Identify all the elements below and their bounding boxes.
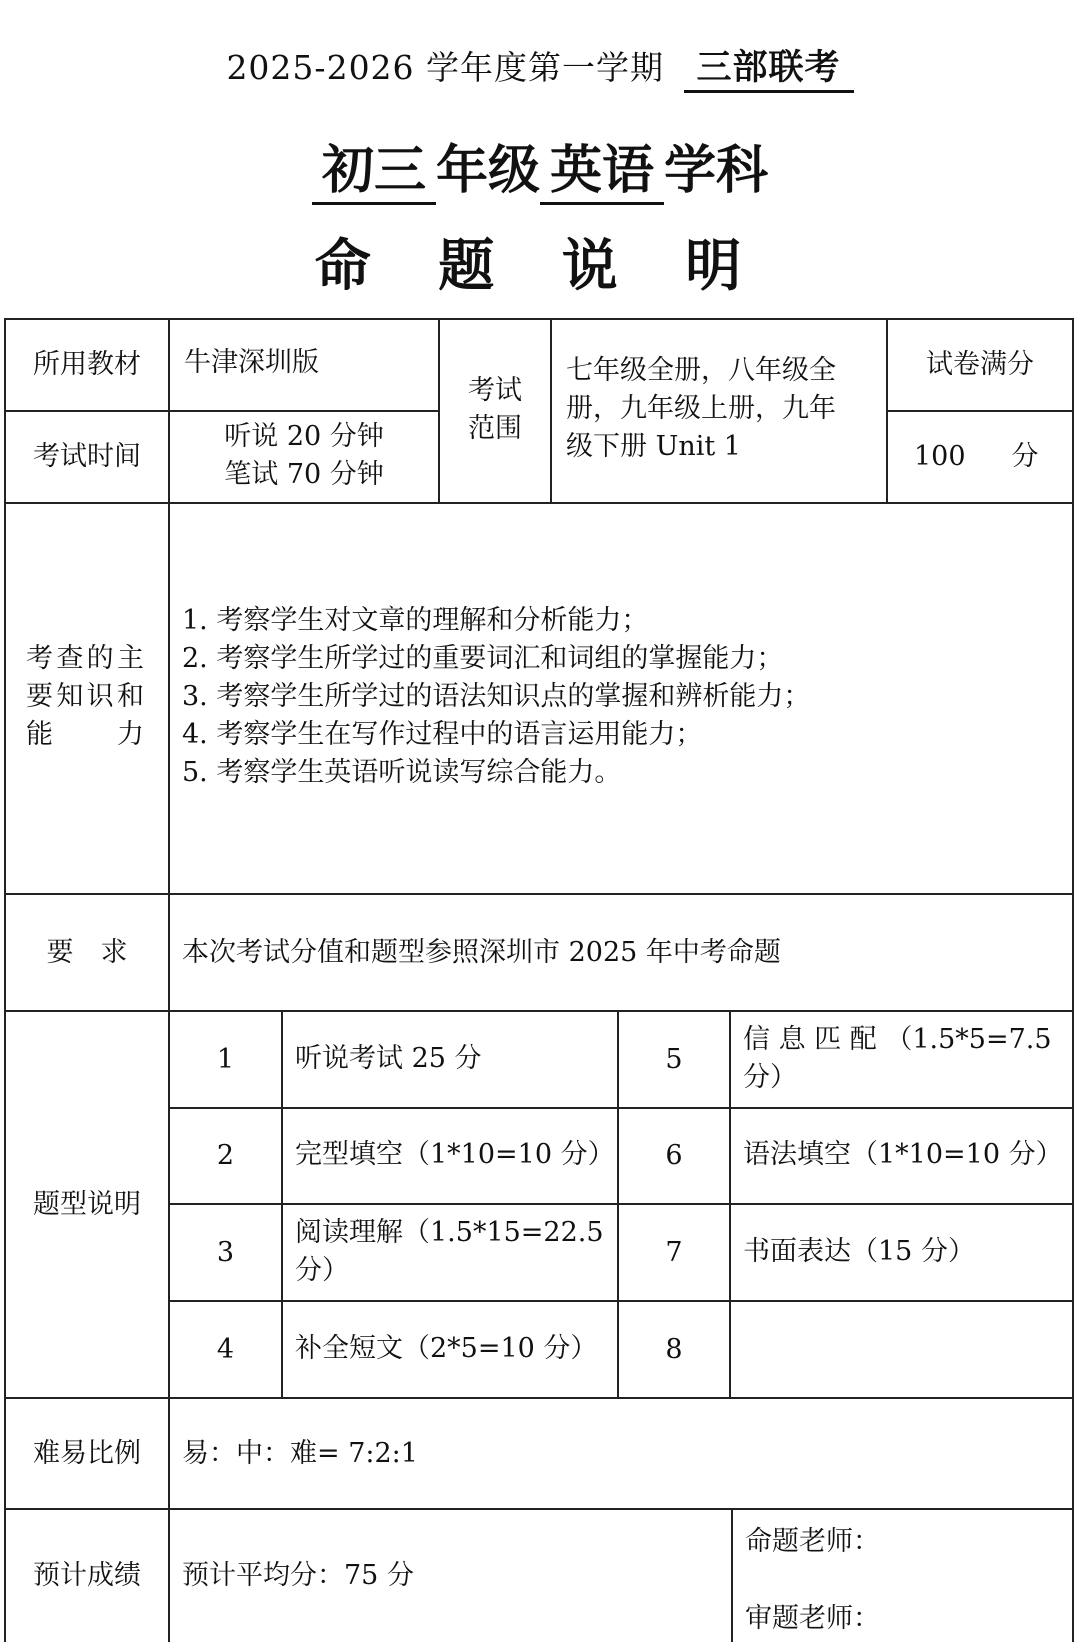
document-title: 命 题 说 明 <box>314 233 766 299</box>
expected-label: 预计成绩 <box>33 1560 141 1591</box>
subject-suffix: 学科 <box>664 140 769 201</box>
textbook-value: 牛津深圳版 <box>184 347 319 378</box>
textbook-label: 所用教材 <box>33 349 141 380</box>
question-type-text: 完型填空（1*10=10 分） <box>295 1139 615 1170</box>
knowledge-label <box>26 640 144 754</box>
question-types-label-cell <box>6 1012 168 1397</box>
question-types-label: 题型说明 <box>33 1188 141 1220</box>
knowledge-list <box>182 602 1062 792</box>
knowledge-item: 5. 考察学生英语听说读写综合能力。 <box>182 757 622 788</box>
time-label: 考试时间 <box>33 441 141 472</box>
setter-label: 命题老师： <box>745 1526 880 1557</box>
difficulty-value-cell <box>182 1399 1062 1508</box>
scope-label-1: 考试 <box>468 375 522 406</box>
grade-subject-line <box>0 128 1080 205</box>
time-value-cell <box>170 418 438 494</box>
joint-exam-tag: 三部联考 <box>684 46 854 93</box>
table-border-right <box>1072 318 1074 1642</box>
exam-session-line <box>0 42 1080 93</box>
question-type-text: 语法填空（1*10=10 分） <box>743 1139 1063 1170</box>
question-number: 4 <box>216 1333 235 1365</box>
requirement-value: 本次考试分值和题型参照深圳市 2025 年中考命题 <box>182 936 781 968</box>
col-line <box>731 1508 733 1642</box>
knowledge-item: 1. 考察学生对文章的理解和分析能力； <box>182 605 649 636</box>
question-type-text: 补全短文（2*5=10 分） <box>295 1333 598 1364</box>
question-type <box>743 1233 1069 1271</box>
question-type-text: 阅读理解（1.5*15=22.5 <box>295 1217 604 1248</box>
question-number: 6 <box>665 1140 683 1171</box>
row-line <box>4 502 1074 504</box>
requirement-label-cell <box>6 895 168 1010</box>
question-number: 2 <box>216 1140 235 1171</box>
time-written: 笔试 70 分钟 <box>224 459 384 490</box>
question-type-text: 书面表达（15 分） <box>743 1236 975 1267</box>
grade-value: 初三 <box>312 140 436 205</box>
full-score-label-cell <box>888 320 1072 410</box>
question-type-text-cont: 分） <box>743 1062 797 1093</box>
full-score-unit: 分 <box>1011 441 1039 472</box>
requirement-label: 要 求 <box>46 936 128 968</box>
scope-line-2: 册，九年级上册，九年 <box>566 393 836 424</box>
question-number: 3 <box>216 1236 235 1268</box>
grade-suffix: 年级 <box>435 140 540 201</box>
question-number: 1 <box>216 1043 235 1075</box>
question-type <box>295 1330 613 1368</box>
question-number: 7 <box>665 1236 683 1268</box>
col-line <box>729 1010 731 1399</box>
scope-line-1: 七年级全册，八年级全 <box>566 355 836 386</box>
question-type <box>295 1040 613 1078</box>
scope-label-cell <box>440 372 550 448</box>
knowledge-label-2: 要知识和 <box>26 681 144 712</box>
requirement-value-cell <box>182 895 1062 1010</box>
scope-label-2: 范围 <box>468 413 522 444</box>
session-text: 2025-2026 学年度第一学期 <box>226 48 665 87</box>
expected-value: 预计平均分：75 分 <box>182 1560 414 1591</box>
expected-value-cell <box>182 1510 722 1642</box>
knowledge-label-3: 能 力 <box>26 719 144 750</box>
question-type <box>743 1136 1071 1174</box>
knowledge-item: 2. 考察学生所学过的重要词汇和词组的掌握能力； <box>182 643 784 674</box>
scope-line-3: 级下册 Unit 1 <box>566 431 741 462</box>
difficulty-label-cell <box>6 1399 168 1508</box>
expected-label-cell <box>6 1510 168 1642</box>
question-type-text-cont: 分） <box>295 1255 349 1286</box>
textbook-label-cell <box>6 320 168 410</box>
subject-value: 英语 <box>540 140 664 205</box>
col-line <box>281 1010 283 1399</box>
question-type <box>295 1136 615 1174</box>
reviewer-label: 审题老师： <box>745 1603 880 1634</box>
difficulty-label: 难易比例 <box>33 1437 141 1469</box>
question-number: 8 <box>665 1333 683 1365</box>
scope-value-cell <box>566 352 884 466</box>
question-type-text: 听说考试 25 分 <box>295 1043 482 1074</box>
knowledge-item: 3. 考察学生所学过的语法知识点的掌握和辨析能力； <box>182 681 811 712</box>
question-type-text: 信 息 匹 配 （1.5*5=7.5 <box>743 1024 1052 1055</box>
full-score-value: 100 <box>914 441 966 472</box>
full-score-label: 试卷满分 <box>926 349 1034 380</box>
question-number: 5 <box>665 1043 683 1075</box>
col-line <box>168 318 170 1642</box>
knowledge-label-1: 考查的主 <box>26 643 144 674</box>
full-score-value-cell <box>888 412 1072 502</box>
question-type <box>743 1021 1069 1097</box>
difficulty-value: 易：中：难= 7:2:1 <box>182 1437 418 1469</box>
col-line <box>550 318 552 504</box>
question-type <box>295 1214 613 1290</box>
time-listening: 听说 20 分钟 <box>224 421 384 452</box>
knowledge-item: 4. 考察学生在写作过程中的语言运用能力； <box>182 719 703 750</box>
time-label-cell <box>6 412 168 502</box>
